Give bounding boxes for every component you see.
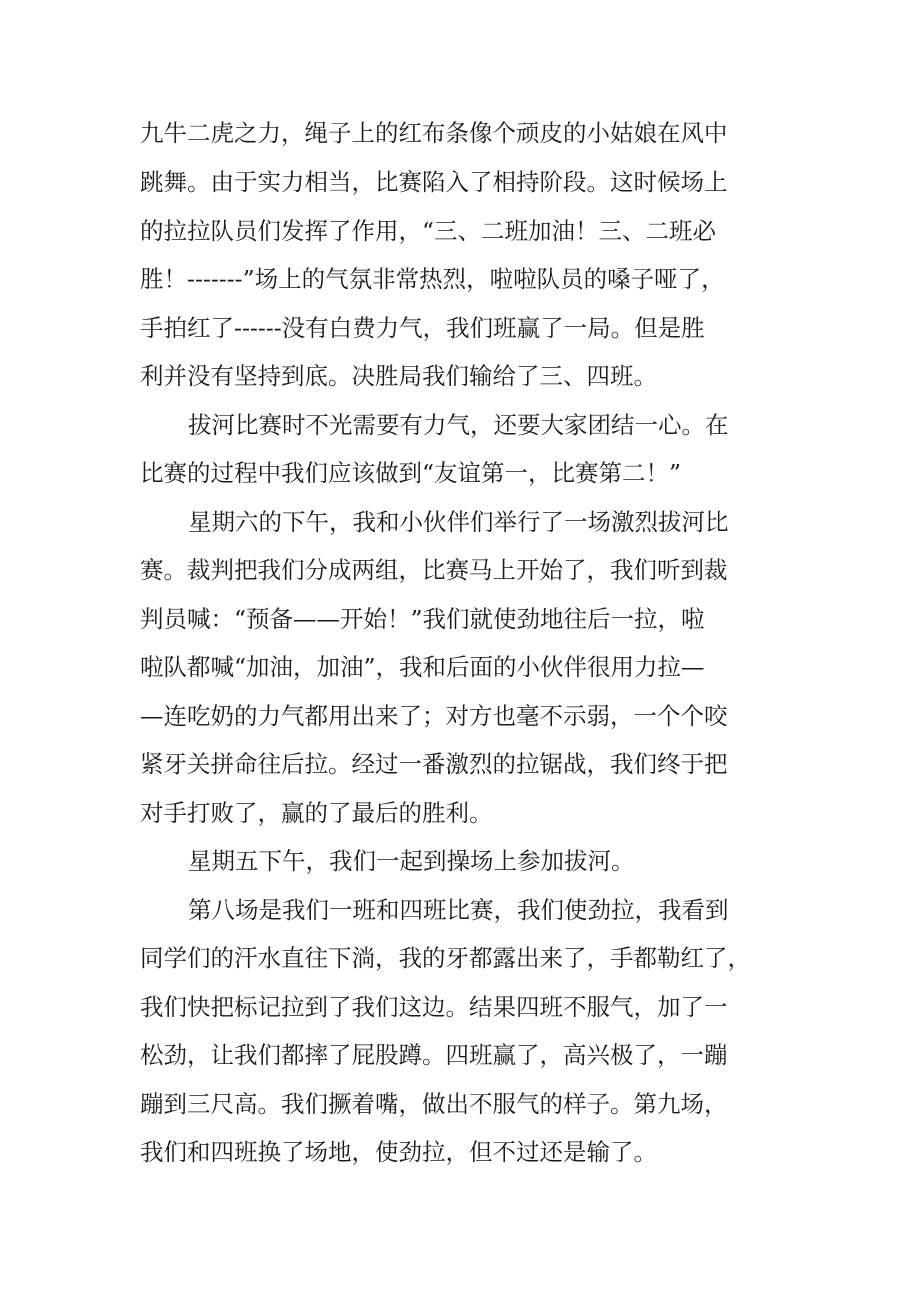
text-line: 手拍红了------没有白费力气，我们班赢了一局。但是胜 — [140, 314, 705, 342]
text-line: 松劲，让我们都摔了屁股蹲。四班赢了，高兴极了，一蹦 — [140, 1041, 728, 1069]
text-line: 的拉拉队员们发挥了作用，“三、二班加油！三、二班必 — [140, 217, 717, 245]
paragraph-first-line: 第八场是我们一班和四班比赛，我们使劲拉，我看到 — [188, 896, 729, 924]
text-line: 我们和四班换了场地，使劲拉，但不过还是输了。 — [140, 1138, 657, 1166]
paragraph-first-line: 星期六的下午，我和小伙伴们举行了一场激烈拔河比 — [188, 508, 729, 536]
text-line: 同学们的汗水直往下淌，我的牙都露出来了，手都勒红了， — [140, 944, 751, 972]
text-line: 比赛的过程中我们应该做到“友谊第一，比赛第二！” — [140, 459, 682, 487]
text-line: 跳舞。由于实力相当，比赛陷入了相持阶段。这时候场上 — [140, 168, 728, 196]
paragraph-first-line: 拔河比赛时不光需要有力气，还要大家团结一心。在 — [188, 411, 729, 439]
text-line: 紧牙关拼命往后拉。经过一番激烈的拉锯战，我们终于把 — [140, 750, 728, 778]
paragraph-first-line: 星期五下午，我们一起到操场上参加拔河。 — [188, 847, 635, 875]
text-line: 对手打败了，赢的了最后的胜利。 — [140, 799, 493, 827]
text-line: 胜！-------”场上的气氛非常热烈，啦啦队员的嗓子哑了， — [140, 265, 725, 293]
text-line: 我们快把标记拉到了我们这边。结果四班不服气，加了一 — [140, 993, 728, 1021]
text-line: 九牛二虎之力，绳子上的红布条像个顽皮的小姑娘在风中 — [140, 119, 728, 147]
text-line: 利并没有坚持到底。决胜局我们输给了三、四班。 — [140, 362, 657, 390]
text-line: 蹦到三尺高。我们撅着嘴，做出不服气的样子。第九场， — [140, 1090, 728, 1118]
text-line: —连吃奶的力气都用出来了；对方也毫不示弱，一个个咬 — [140, 702, 728, 730]
text-line: 赛。裁判把我们分成两组，比赛马上开始了，我们听到裁 — [140, 556, 728, 584]
text-line: 判员喊：“预备——开始！”我们就使劲地往后一拉，啦 — [140, 605, 705, 633]
text-line: 啦队都喊“加油，加油”，我和后面的小伙伴很用力拉— — [140, 653, 705, 681]
